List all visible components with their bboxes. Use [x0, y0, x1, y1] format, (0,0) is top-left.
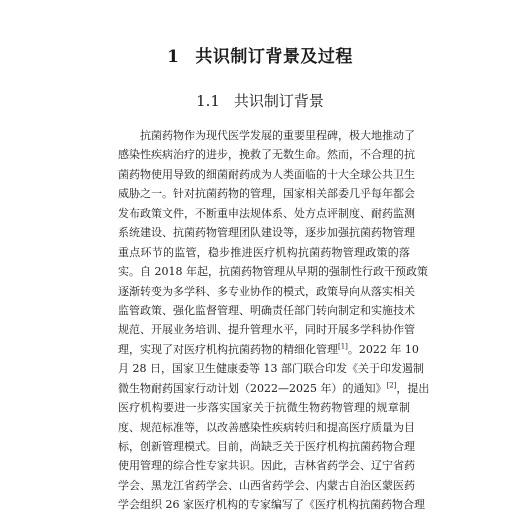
text-line: 规范、开展业务培训、提升管理水平，同时开展多学科协作管: [118, 323, 415, 337]
text-line-with-reference: [118, 379, 430, 398]
text-line: 重点环节的监管，稳步推进医疗机构抗菌药物管理政策的落: [118, 245, 410, 259]
text-line: 抗菌药物作为现代医学发展的重要里程碑，极大地推动了: [140, 129, 415, 142]
reference-mark: [2]: [386, 381, 397, 390]
text-segment: 微生物耐药国家行动计划（2022—2025 年）的通知》: [118, 381, 387, 395]
text-line: 菌药物使用导致的细菌耐药成为人类面临的十大全球公共卫生: [118, 167, 415, 181]
chapter-title: [0, 42, 520, 67]
text-segment: ，提出: [396, 381, 430, 395]
chapter-number: 1: [167, 47, 180, 67]
text-line: 感染性疾病治疗的进步，挽救了无数生命。然而，不合理的抗: [118, 148, 415, 162]
text-line: 实。自 2018 年起，抗菌药物管理从早期的强制性行政干预政策: [118, 265, 428, 279]
text-segment: 理，实现了对医疗机构抗菌药物的精细化管理: [118, 342, 338, 356]
text-line: 使用管理的综合性专家共识。因此，吉林省药学会、辽宁省药: [118, 459, 415, 473]
section-number: 1.1: [196, 92, 220, 110]
text-line: 系统建设、抗菌药物管理团队建设等，逐步加强抗菌药物管理: [118, 226, 415, 240]
chapter-heading-text: 共识制订背景及过程: [195, 47, 353, 67]
text-line: 度、规范标准等，以改善感染性疾病转归和提高医疗质量为目: [118, 420, 415, 434]
text-line: 发布政策文件，不断重申法规体系、处方点评制度、耐药监测: [118, 206, 415, 220]
text-line: 月 28 日，国家卫生健康委等 13 部门联合印发《关于印发遏制: [118, 362, 424, 376]
text-line: 标，创新管理模式。目前，尚缺乏关于医疗机构抗菌药物合理: [118, 440, 415, 453]
text-line: 学会、黑龙江省药学会、山西省药学会、内蒙古自治区蒙医药: [118, 478, 415, 492]
text-line: 学会组织 26 家医疗机构的专家编写了《医疗机构抗菌药物合理: [118, 498, 425, 512]
text-line: 逐渐转变为多学科、多专业协作的模式，政策导向从落实相关: [118, 284, 415, 298]
text-line: 医疗机构要进一步落实国家关于抗微生物药物管理的规章制: [118, 401, 410, 415]
section-heading-text: 共识制订背景: [233, 92, 324, 110]
body-paragraph: [118, 126, 430, 515]
text-line: 威胁之一。针对抗菌药物的管理，国家相关部委几乎每年都会: [118, 187, 415, 201]
text-segment: 。2022 年 10: [347, 342, 419, 356]
reference-mark: [1]: [338, 342, 348, 351]
text-line: 监管政策、强化监督管理、明确责任部门转向制定和实施技术: [118, 303, 415, 317]
section-title: [0, 90, 520, 111]
text-line-with-reference: [118, 340, 419, 359]
